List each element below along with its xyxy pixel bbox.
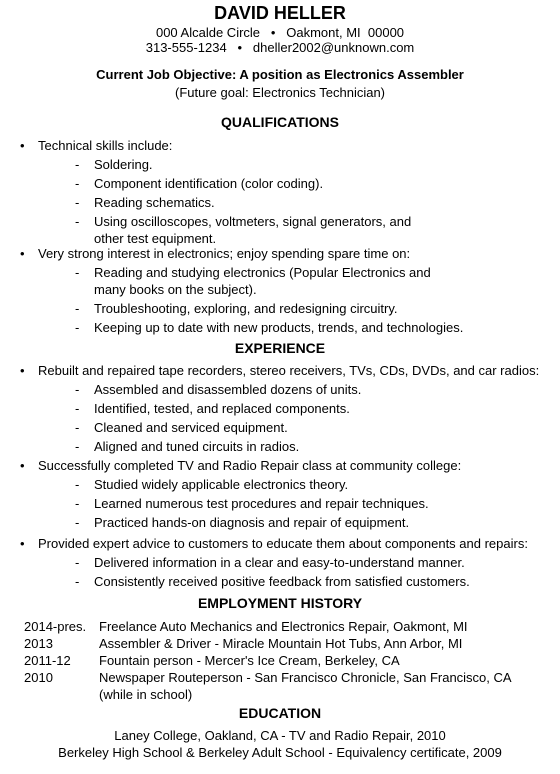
sub-item — [0, 400, 560, 417]
employment-years: 2011-12 — [24, 653, 71, 668]
dash-glyph: - — [75, 496, 80, 511]
sub-item-text: Component identification (color coding). — [94, 176, 324, 191]
experience-group — [0, 535, 560, 590]
sub-item — [0, 573, 560, 590]
sub-item — [0, 194, 560, 211]
employment-row — [0, 652, 560, 669]
contact-line: 313-555-1234 • dheller2002@unknown.com — [145, 40, 415, 55]
employment-desc: Assembler & Driver - Miracle Mountain Hot Tubs, Ann Arbor, MI — [99, 636, 463, 651]
address-line: 000 Alcalde Circle • Oakmont, MI 00000 — [155, 25, 405, 40]
sub-item-text: Using oscilloscopes, voltmeters, signal generators, and other test equipment. — [94, 214, 412, 246]
dash-glyph: - — [75, 574, 80, 589]
employment-desc: Newspaper Routeperson - San Francisco Chronicle, San Francisco, CA (while in school) — [99, 670, 511, 702]
bullet-glyph: • — [20, 138, 25, 153]
lead-text: Technical skills include: — [38, 138, 173, 153]
dash-glyph: - — [75, 382, 80, 397]
employment-row — [0, 635, 560, 652]
sub-item-text: Soldering. — [94, 157, 153, 172]
qualification-group — [0, 245, 560, 336]
sub-item — [0, 438, 560, 455]
education-list — [0, 727, 560, 761]
employment-years: 2013 — [24, 636, 53, 651]
sub-item — [0, 319, 560, 336]
dash-glyph: - — [75, 401, 80, 416]
sub-item-text: Learned numerous test procedures and repair techniques. — [94, 496, 429, 511]
dash-glyph: - — [75, 195, 80, 210]
sub-item-text: Consistently received positive feedback from satisfied customers. — [94, 574, 470, 589]
dash-glyph: - — [75, 420, 80, 435]
dash-glyph: - — [75, 301, 80, 316]
experience-lead — [0, 457, 560, 474]
sub-item — [0, 495, 560, 512]
sub-item — [0, 156, 560, 173]
lead-text: Provided expert advice to customers to educate them about components and repairs: — [38, 536, 528, 551]
experience-lead — [0, 535, 560, 552]
sub-item-text: Practiced hands-on diagnosis and repair of equipment. — [94, 515, 410, 530]
lead-text: Rebuilt and repaired tape recorders, stereo receivers, TVs, CDs, DVDs, and car radios: — [38, 363, 540, 378]
dash-glyph: - — [75, 439, 80, 454]
employment-desc: Freelance Auto Mechanics and Electronics Repair, Oakmont, MI — [99, 619, 468, 634]
dash-glyph: - — [75, 477, 80, 492]
employment-row — [0, 669, 560, 703]
dash-glyph: - — [75, 320, 80, 335]
dash-glyph: - — [75, 214, 80, 229]
sub-item — [0, 381, 560, 398]
bullet-glyph: • — [20, 246, 25, 261]
lead-text: Successfully completed TV and Radio Repair class at community college: — [38, 458, 462, 473]
dash-glyph: - — [75, 157, 80, 172]
qualification-lead — [0, 245, 560, 262]
sub-item — [0, 300, 560, 317]
bullet-glyph: • — [20, 536, 25, 551]
sub-item — [0, 264, 560, 298]
education-heading: EDUCATION — [238, 705, 322, 721]
dash-glyph: - — [75, 515, 80, 530]
sub-item — [0, 175, 560, 192]
bullet-glyph: • — [20, 458, 25, 473]
sub-item-text: Assembled and disassembled dozens of units. — [94, 382, 362, 397]
qualification-lead — [0, 137, 560, 154]
sub-item — [0, 213, 560, 247]
sub-item-text: Aligned and tuned circuits in radios. — [94, 439, 300, 454]
sub-item-text: Keeping up to date with new products, trends, and technologies. — [94, 320, 464, 335]
sub-item — [0, 419, 560, 436]
qualification-group — [0, 137, 560, 247]
applicant-name: DAVID HELLER — [214, 3, 346, 23]
sub-item — [0, 514, 560, 531]
employment-years: 2010 — [24, 670, 53, 685]
experience-lead — [0, 362, 560, 379]
sub-item-text: Delivered information in a clear and easy-to-understand manner. — [94, 555, 465, 570]
employment-row — [0, 618, 560, 635]
sub-item-text: Studied widely applicable electronics theory. — [94, 477, 349, 492]
job-objective: Current Job Objective: A position as Electronics Assembler — [96, 67, 464, 82]
lead-text: Very strong interest in electronics; enjoy spending spare time on: — [38, 246, 411, 261]
experience-group — [0, 457, 560, 531]
employment-heading: EMPLOYMENT HISTORY — [197, 595, 363, 611]
education-line: Berkeley High School & Berkeley Adult School - Equivalency certificate, 2009 — [58, 745, 502, 760]
sub-item-text: Reading schematics. — [94, 195, 215, 210]
employment-desc: Fountain person - Mercer's Ice Cream, Berkeley, CA — [99, 653, 400, 668]
employment-list — [0, 618, 560, 703]
sub-item — [0, 476, 560, 493]
dash-glyph: - — [75, 265, 80, 280]
qualifications-heading: QUALIFICATIONS — [221, 114, 339, 130]
employment-years: 2014-pres. — [24, 619, 87, 634]
bullet-glyph: • — [20, 363, 25, 378]
dash-glyph: - — [75, 176, 80, 191]
sub-item-text: Identified, tested, and replaced components. — [94, 401, 350, 416]
future-goal: (Future goal: Electronics Technician) — [174, 85, 386, 100]
sub-item-text: Cleaned and serviced equipment. — [94, 420, 288, 435]
sub-item-text: Troubleshooting, exploring, and redesigning circuitry. — [94, 301, 398, 316]
sub-item — [0, 554, 560, 571]
experience-heading: EXPERIENCE — [234, 340, 326, 356]
dash-glyph: - — [75, 555, 80, 570]
sub-item-text: Reading and studying electronics (Popular Electronics and many books on the subject). — [94, 265, 431, 297]
education-line: Laney College, Oakland, CA - TV and Radio Repair, 2010 — [114, 728, 446, 743]
experience-group — [0, 362, 560, 455]
